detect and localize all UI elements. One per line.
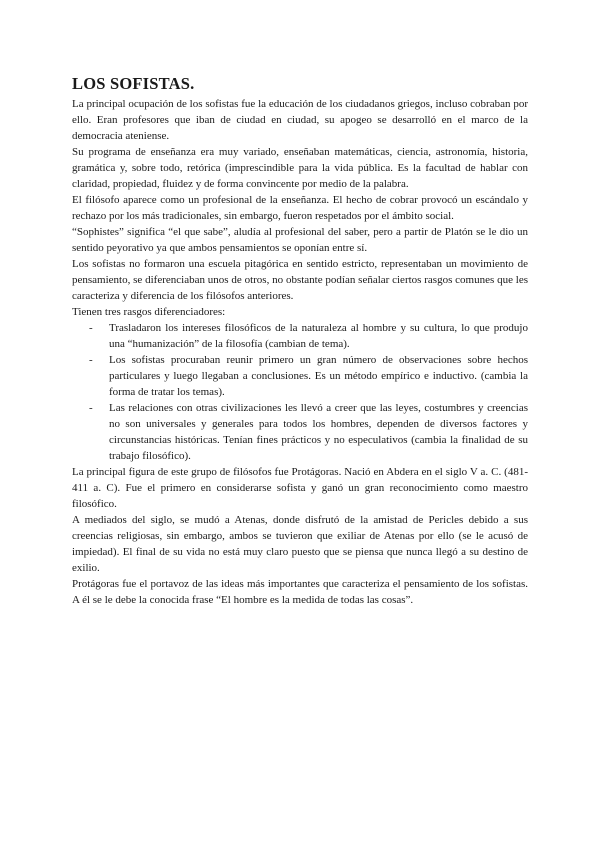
paragraph-program: Su programa de enseñanza era muy variado, enseñaban matemáticas, ciencia, astronomía, historia, gramática y, sobre todo, retórica (imprescindible para la vida pública. Es la facultad de hablar con claridad, propiedad, fluidez y de forma convincente por medio de la palabra. bbox=[72, 146, 528, 190]
list-item bbox=[89, 352, 528, 400]
paragraph-philosopher: El filósofo aparece como un profesional de la enseñanza. El hecho de cobrar provocó un escándalo y rechazo por los más tradicionales, sin embargo, fueron respetados por el ámbito social. bbox=[72, 194, 528, 222]
list-dash: - bbox=[89, 354, 93, 366]
list-dash: - bbox=[89, 402, 93, 414]
paragraph-intro: La principal ocupación de los sofistas fue la educación de los ciudadanos griegos, incluso cobraban por ello. Eran profesores que iban de ciudad en ciudad, su apogeo se desarrolló en el marco de la democracia ateniense. bbox=[72, 98, 528, 142]
paragraph-sophistes: “Sophistes” significa “el que sabe”, aludía al profesional del saber, pero a partir de Platón se le dio un sentido peyorativo ya que ambos pensamientos se oponían entre sí. bbox=[72, 226, 528, 254]
list-item-text: Trasladaron los intereses filosóficos de la naturaleza al hombre y su cultura, lo que produjo una “humanización” de la filosofía (cambian de tema). bbox=[109, 322, 528, 350]
list-item bbox=[89, 320, 528, 352]
list-item bbox=[89, 400, 528, 464]
paragraph-traits-intro: Tienen tres rasgos diferenciadores: bbox=[72, 306, 226, 318]
list-dash: - bbox=[89, 322, 93, 334]
paragraph-school: Los sofistas no formaron una escuela pitagórica en sentido estricto, representaban un movimiento de pensamiento, se diferenciaban unos de otros, no obstante podían señalar ciertos rasgos comunes que les caracteriza y diferencia de los filósofos anteriores. bbox=[72, 258, 528, 302]
document-page bbox=[72, 74, 528, 608]
list-item-text: Las relaciones con otras civilizaciones les llevó a creer que las leyes, costumbres y creencias no son universales y generales para todos los hombres, dependen de diversos factores y circunstancias históricas. Tenían fines prácticos y no especulativos (cambia la finalidad de su trabajo filosófico). bbox=[109, 402, 528, 462]
paragraph-spokesman: Protágoras fue el portavoz de las ideas más importantes que caracteriza el pensamiento de los sofistas. A él se le debe la conocida frase “El hombre es la medida de todas las cosas”. bbox=[72, 578, 528, 606]
traits-list bbox=[72, 320, 528, 464]
paragraph-athens: A mediados del siglo, se mudó a Atenas, donde disfrutó de la amistad de Pericles debido a sus creencias religiosas, sin embargo, ambos se tuvieron que exiliar de Atenas por ello (se le acusó de impiedad). El final de su vida no está muy claro puesto que se piensa que nunca llegó a su destino de exilio. bbox=[72, 514, 528, 574]
document-title: LOS SOFISTAS. bbox=[72, 74, 195, 93]
list-item-text: Los sofistas procuraban reunir primero un gran número de observaciones sobre hechos particulares y luego llegaban a conclusiones. Es un método empírico e inductivo. (cambia la forma de tratar los temas). bbox=[109, 354, 528, 398]
paragraph-protagoras: La principal figura de este grupo de filósofos fue Protágoras. Nació en Abdera en el siglo V a. C. (481-411 a. C). Fue el primero en considerarse sofista y ganó un gran reconocimiento como maestro filosófico. bbox=[72, 466, 528, 510]
